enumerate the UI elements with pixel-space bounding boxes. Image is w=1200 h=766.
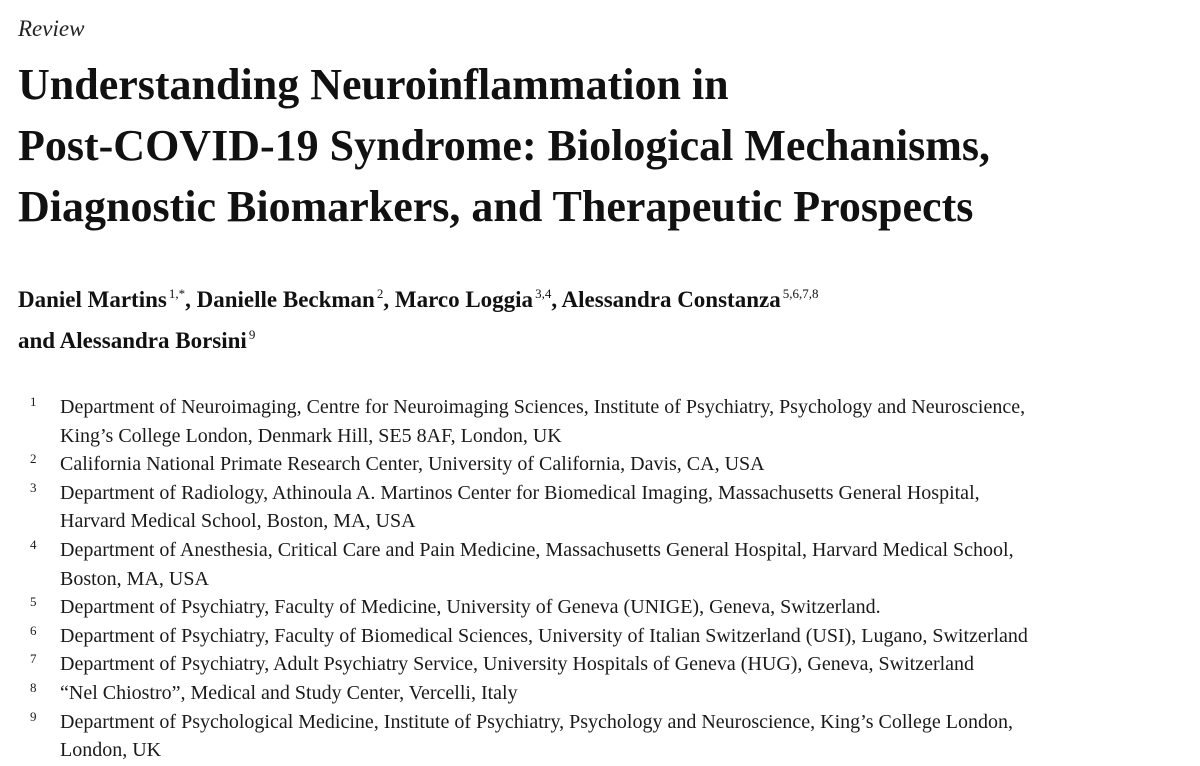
- author-affiliation-ref: 9: [248, 327, 256, 342]
- affiliation-number: 7: [30, 651, 37, 667]
- author-affiliation-ref: 3,4: [535, 286, 552, 301]
- affiliation-number: 6: [30, 622, 37, 638]
- title-line: Post-COVID-19 Syndrome: Biological Mechanisms,: [18, 121, 991, 170]
- affiliation-text: Department of Psychiatry, Faculty of Medicine, University of Geneva (UNIGE), Geneva, Switzerland.: [60, 596, 881, 619]
- affiliation-number: 2: [30, 451, 37, 467]
- affiliation-item: [18, 679, 1194, 708]
- title-line: Diagnostic Biomarkers, and Therapeutic Prospects: [18, 182, 974, 231]
- author-line: Daniel Martins $^{1,*}$, Danielle Beckman $^2$, Marco Loggia $^{3,4}$, Alessandra Constanza $^{5,6,7,8}$: [18, 286, 819, 312]
- affiliation-item: [18, 593, 1194, 622]
- affiliation-item: [18, 708, 1194, 765]
- affiliation-number: 5: [30, 594, 37, 610]
- affiliation-number: 8: [30, 679, 37, 695]
- affiliation-number: 4: [30, 536, 37, 552]
- author-line: and Alessandra Borsini $^9$: [18, 327, 256, 353]
- affiliation-item: [18, 393, 1194, 450]
- author-affiliation-ref: 5,6,7,8: [782, 286, 819, 301]
- author-affiliation-ref: 1,*: [168, 286, 186, 301]
- author-name[interactable]: Daniel Martins: [18, 287, 167, 312]
- author-name[interactable]: Marco Loggia: [394, 287, 534, 312]
- affiliation-text: Department of Neuroimaging, Centre for Neuroimaging Sciences, Institute of Psychiatry, Psychology and Neuroscience, King’s College London, Denmark Hill, SE5 8AF, London, UK: [60, 396, 1026, 447]
- affiliation-number: 1: [30, 394, 37, 409]
- author-affiliation-ref: 2: [376, 286, 384, 301]
- author-name[interactable]: Alessandra Constanza: [561, 287, 781, 312]
- affiliation-text: California National Primate Research Center, University of California, Davis, CA, USA: [60, 453, 765, 476]
- author-name[interactable]: Alessandra Borsini: [59, 328, 247, 353]
- affiliation-text: “Nel Chiostro”, Medical and Study Center, Vercelli, Italy: [60, 681, 518, 704]
- affiliation-item: [18, 536, 1194, 593]
- author-name[interactable]: Danielle Beckman: [196, 287, 375, 312]
- affiliation-item: [18, 450, 1194, 479]
- affiliation-number: 3: [30, 479, 37, 495]
- author-list: [18, 276, 1194, 358]
- affiliation-text: Department of Psychological Medicine, Institute of Psychiatry, Psychology and Neuroscience, King’s College London, London, UK: [60, 710, 1013, 762]
- affiliation-text: Department of Psychiatry, Faculty of Biomedical Sciences, University of Italian Switzerland (USI), Lugano, Switzerland: [60, 624, 1028, 647]
- affiliation-item: [18, 479, 1194, 536]
- title-line: Understanding Neuroinflammation in: [18, 60, 729, 109]
- article-type: Review: [18, 16, 85, 41]
- affiliation-list: [18, 393, 1194, 765]
- paper-title: [18, 54, 1194, 237]
- affiliation-number: 9: [30, 708, 37, 724]
- affiliation-text: Department of Psychiatry, Adult Psychiatry Service, University Hospitals of Geneva (HUG), Geneva, Switzerland: [60, 653, 975, 676]
- affiliation-text: Department of Radiology, Athinoula A. Martinos Center for Biomedical Imaging, Massachusetts General Hospital, Harvard Medical School, Boston, MA, USA: [60, 481, 980, 533]
- affiliation-item: [18, 622, 1194, 651]
- affiliation-text: Department of Anesthesia, Critical Care and Pain Medicine, Massachusetts General Hospital, Harvard Medical School, Boston, MA, USA: [60, 538, 1014, 590]
- affiliation-item: [18, 650, 1194, 679]
